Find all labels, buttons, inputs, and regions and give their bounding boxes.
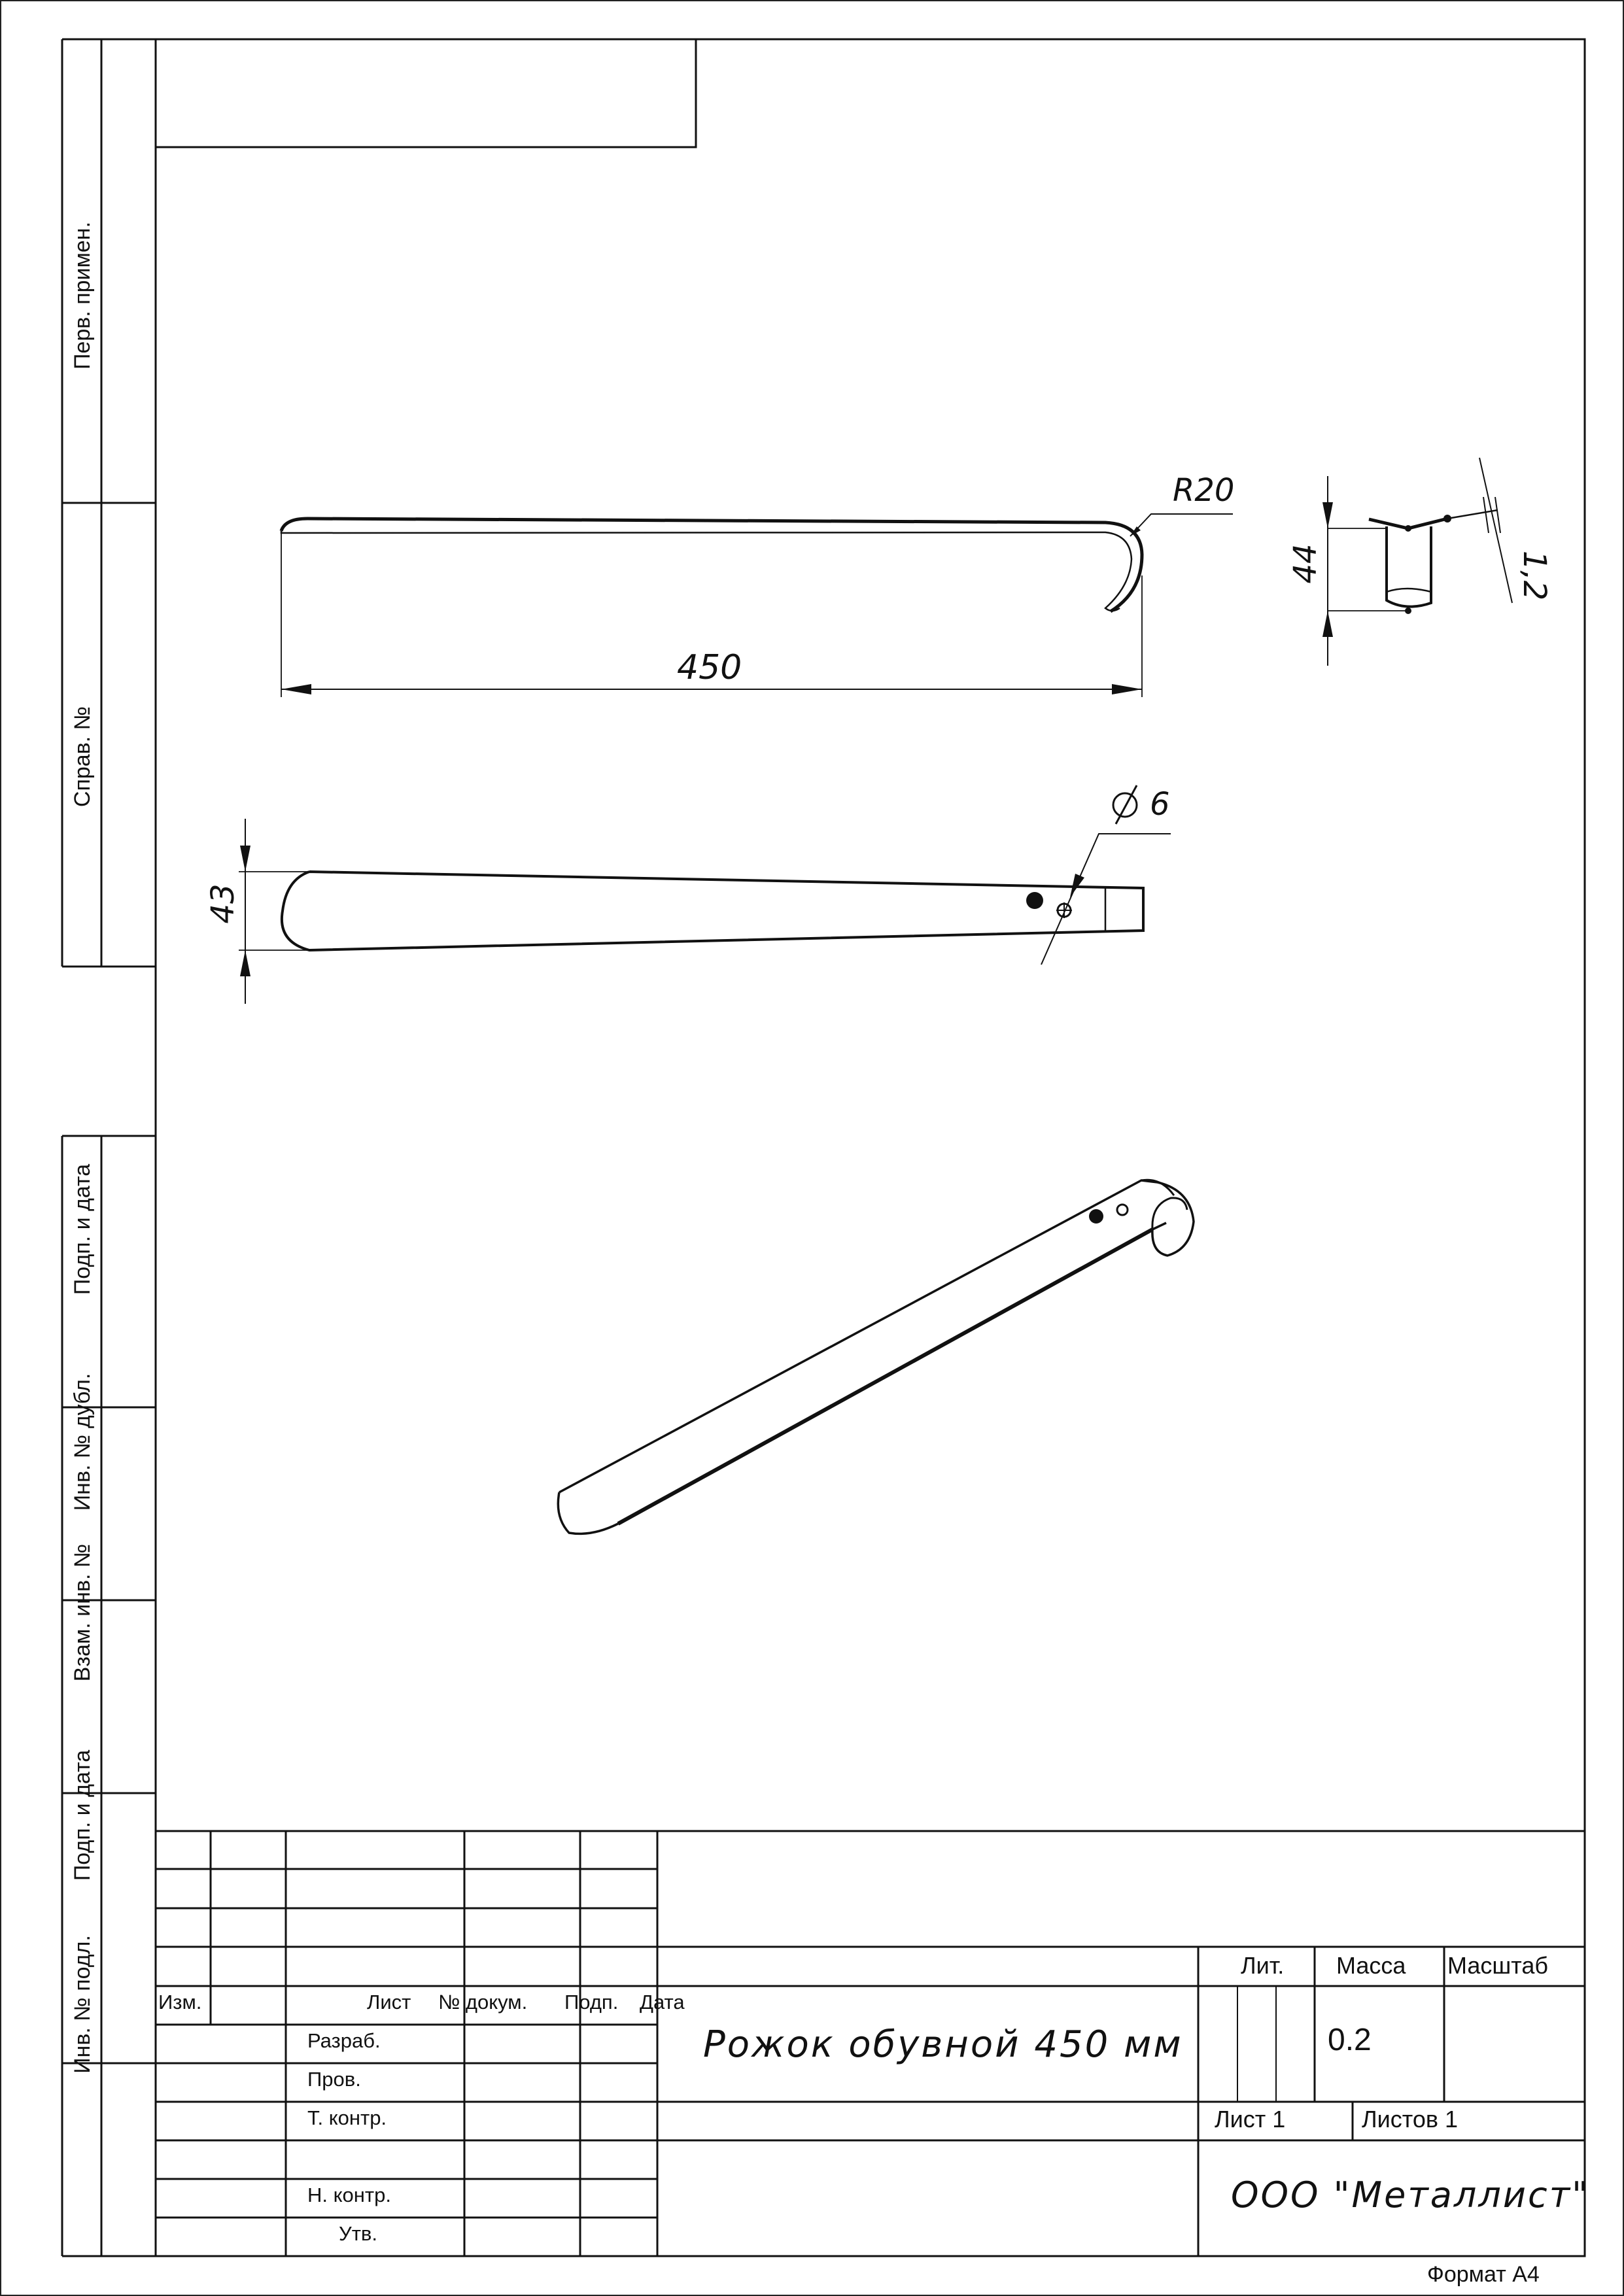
side-label-vzam-inv: Взам. инв. № — [70, 1543, 95, 1682]
massa-label: Масса — [1336, 1952, 1406, 1979]
header-list: Лист — [367, 1991, 411, 2013]
top-view-outline — [282, 872, 1143, 950]
side-label-perv-primen: Перв. примен. — [70, 221, 95, 370]
dimension-radius: R20 — [1173, 472, 1235, 509]
massa-value: 0.2 — [1328, 2023, 1372, 2057]
sheet-count: Листов 1 — [1362, 2106, 1458, 2133]
dimension-hole: 6 — [1150, 786, 1170, 823]
role-prov: Пров. — [307, 2068, 361, 2091]
role-n-kontr: Н. контр. — [307, 2184, 391, 2206]
lit-label: Лит. — [1241, 1952, 1285, 1979]
isometric-view — [558, 1180, 1194, 1534]
side-labels — [70, 222, 95, 2074]
sheet-number: Лист 1 — [1215, 2106, 1286, 2133]
side-label-inv-podl: Инв. № подл. — [70, 1935, 95, 2074]
dimension-thickness: 1,2 — [1516, 550, 1553, 601]
rivet-circle — [1026, 892, 1043, 909]
role-razrab: Разраб. — [307, 2029, 381, 2052]
dimension-length: 450 — [677, 648, 742, 687]
side-label-podp-data-1: Подп. и дата — [70, 1163, 95, 1295]
role-t-kontr: Т. контр. — [307, 2106, 387, 2129]
top-view — [239, 785, 1171, 1004]
header-data: Дата — [640, 1991, 685, 2013]
header-no-dokum: № докум. — [438, 1991, 528, 2013]
dimension-height: 44 — [1287, 543, 1324, 584]
side-view — [281, 514, 1233, 697]
page-edge — [1, 1, 1623, 2295]
side-view-inner-line — [281, 531, 1132, 611]
role-utv: Утв. — [339, 2222, 377, 2245]
side-label-sprav-no: Справ. № — [70, 706, 95, 808]
part-designation: Рожок обувной 450 мм — [703, 2023, 1183, 2066]
side-label-inv-dubl: Инв. № дубл. — [70, 1373, 95, 1511]
title-block-headers — [158, 1991, 685, 2013]
radius-leader — [1130, 514, 1233, 536]
header-izm: Изм. — [158, 1991, 202, 2013]
drawing-frame — [62, 39, 1585, 2256]
dimension-width: 43 — [205, 883, 241, 924]
masshtab-label: Масштаб — [1447, 1952, 1549, 1979]
end-view — [1322, 458, 1512, 666]
header-podp: Подп. — [564, 1991, 619, 2013]
side-label-podp-data-2: Подп. и дата — [70, 1749, 95, 1881]
company-name: ООО "Металлист" — [1231, 2174, 1590, 2216]
paper-format: Формат А4 — [1427, 2262, 1540, 2287]
title-block-roles — [307, 2029, 391, 2245]
